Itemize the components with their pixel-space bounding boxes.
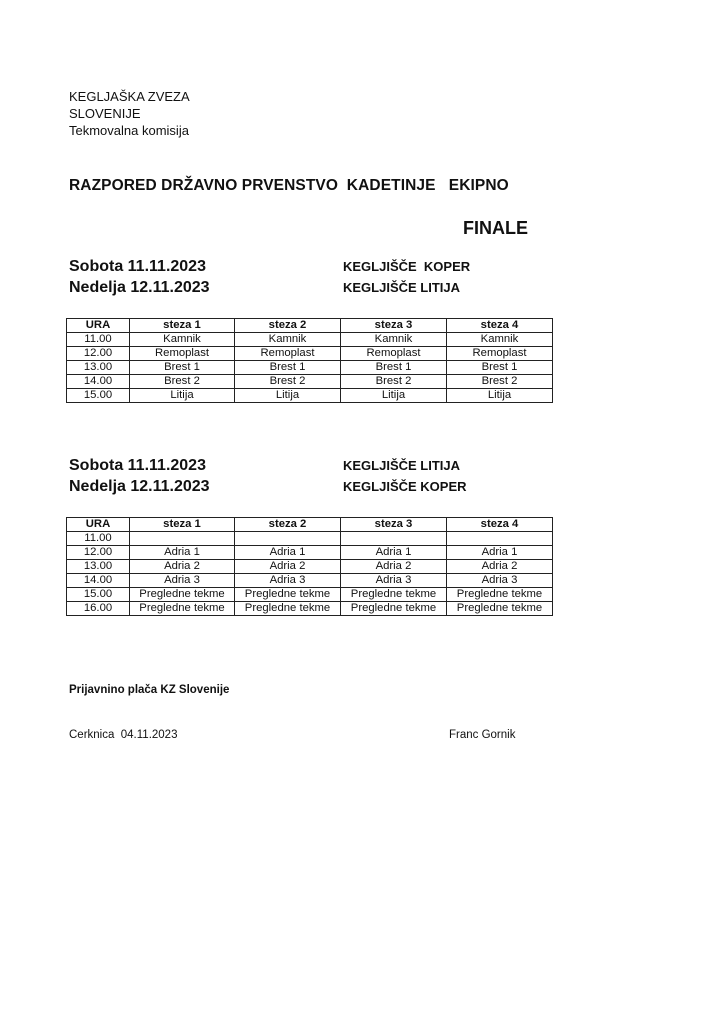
team-cell: Kamnik <box>447 333 553 347</box>
team-cell: Adria 2 <box>130 560 235 574</box>
table-row <box>67 333 553 347</box>
signature-name: Franc Gornik <box>449 729 516 741</box>
time-cell: 16.00 <box>67 602 130 616</box>
column-header-steza-4: steza 4 <box>447 518 553 532</box>
section1-day1: Sobota 11.11.2023 <box>69 258 206 275</box>
column-header-steza-1: steza 1 <box>130 319 235 333</box>
team-cell <box>341 532 447 546</box>
table-row <box>67 389 553 403</box>
table-row <box>67 560 553 574</box>
column-header-steza-2: steza 2 <box>235 319 341 333</box>
column-header-steza-4: steza 4 <box>447 319 553 333</box>
team-cell: Brest 2 <box>235 375 341 389</box>
team-cell: Adria 2 <box>235 560 341 574</box>
fee-note: Prijavnino plača KZ Slovenije <box>69 684 230 696</box>
table-row <box>67 347 553 361</box>
team-cell <box>235 532 341 546</box>
team-cell: Adria 1 <box>130 546 235 560</box>
table-row <box>67 375 553 389</box>
team-cell: Adria 1 <box>235 546 341 560</box>
team-cell: Brest 1 <box>235 361 341 375</box>
time-cell: 13.00 <box>67 560 130 574</box>
team-cell: Kamnik <box>130 333 235 347</box>
section2-venue1: KEGLJIŠČE LITIJA <box>343 458 461 473</box>
team-cell: Remoplast <box>341 347 447 361</box>
time-cell: 14.00 <box>67 375 130 389</box>
table-row <box>67 588 553 602</box>
schedule-table-2 <box>66 517 553 616</box>
team-cell: Adria 3 <box>235 574 341 588</box>
team-cell <box>447 532 553 546</box>
team-cell: Brest 2 <box>447 375 553 389</box>
team-cell <box>130 532 235 546</box>
team-cell: Pregledne tekme <box>235 588 341 602</box>
team-cell: Kamnik <box>235 333 341 347</box>
column-header-steza-1: steza 1 <box>130 518 235 532</box>
team-cell: Pregledne tekme <box>447 602 553 616</box>
column-header-ura: URA <box>67 319 130 333</box>
team-cell: Adria 3 <box>341 574 447 588</box>
team-cell: Kamnik <box>341 333 447 347</box>
team-cell: Brest 1 <box>130 361 235 375</box>
table-header-row <box>67 518 553 532</box>
document-subtitle: FINALE <box>463 218 528 238</box>
team-cell: Litija <box>341 389 447 403</box>
place-date: Cerknica 04.11.2023 <box>69 729 178 741</box>
team-cell: Adria 1 <box>447 546 553 560</box>
table-row <box>67 602 553 616</box>
table-row <box>67 361 553 375</box>
team-cell: Adria 3 <box>130 574 235 588</box>
org-name-line2: SLOVENIJE <box>69 106 141 121</box>
section1-venue1: KEGLJIŠČE KOPER <box>343 259 471 274</box>
org-commission: Tekmovalna komisija <box>69 123 189 138</box>
column-header-ura: URA <box>67 518 130 532</box>
team-cell: Litija <box>130 389 235 403</box>
team-cell: Adria 2 <box>341 560 447 574</box>
table-row <box>67 574 553 588</box>
section2-day2: Nedelja 12.11.2023 <box>69 478 210 495</box>
team-cell: Pregledne tekme <box>130 602 235 616</box>
time-cell: 11.00 <box>67 333 130 347</box>
team-cell: Adria 1 <box>341 546 447 560</box>
team-cell: Brest 1 <box>447 361 553 375</box>
team-cell: Brest 2 <box>341 375 447 389</box>
team-cell: Pregledne tekme <box>447 588 553 602</box>
schedule-table-1 <box>66 318 553 403</box>
team-cell: Remoplast <box>235 347 341 361</box>
table-row <box>67 546 553 560</box>
team-cell: Adria 3 <box>447 574 553 588</box>
column-header-steza-3: steza 3 <box>341 518 447 532</box>
section2-day1: Sobota 11.11.2023 <box>69 457 206 474</box>
time-cell: 15.00 <box>67 588 130 602</box>
time-cell: 13.00 <box>67 361 130 375</box>
column-header-steza-3: steza 3 <box>341 319 447 333</box>
document-title: RAZPORED DRŽAVNO PRVENSTVO KADETINJE EKIPNO <box>69 177 509 194</box>
time-cell: 11.00 <box>67 532 130 546</box>
time-cell: 12.00 <box>67 546 130 560</box>
column-header-steza-2: steza 2 <box>235 518 341 532</box>
team-cell: Remoplast <box>130 347 235 361</box>
time-cell: 15.00 <box>67 389 130 403</box>
team-cell: Pregledne tekme <box>341 602 447 616</box>
table-header-row <box>67 319 553 333</box>
section2-venue2: KEGLJIŠČE KOPER <box>343 479 467 494</box>
team-cell: Pregledne tekme <box>130 588 235 602</box>
time-cell: 14.00 <box>67 574 130 588</box>
table-row <box>67 532 553 546</box>
section1-day2: Nedelja 12.11.2023 <box>69 279 210 296</box>
team-cell: Litija <box>447 389 553 403</box>
team-cell: Brest 2 <box>130 375 235 389</box>
team-cell: Brest 1 <box>341 361 447 375</box>
team-cell: Remoplast <box>447 347 553 361</box>
section1-venue2: KEGLJIŠČE LITIJA <box>343 280 461 295</box>
org-name-line1: KEGLJAŠKA ZVEZA <box>69 89 190 104</box>
team-cell: Adria 2 <box>447 560 553 574</box>
team-cell: Pregledne tekme <box>341 588 447 602</box>
time-cell: 12.00 <box>67 347 130 361</box>
team-cell: Pregledne tekme <box>235 602 341 616</box>
team-cell: Litija <box>235 389 341 403</box>
